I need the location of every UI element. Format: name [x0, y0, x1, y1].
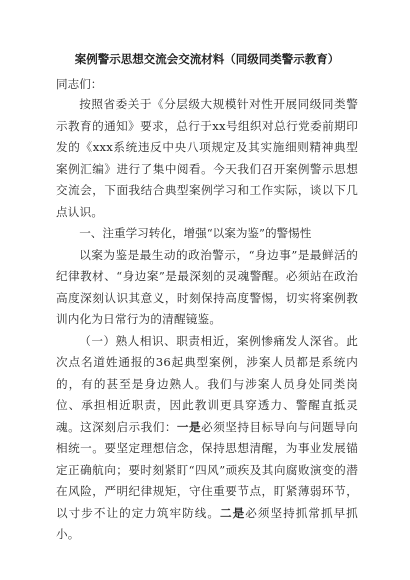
subsection-1-text-a: （一）熟人相识、职责相近，案例惨痛发人深省。此次点名道姓通报的36起典型案例，涉案人员都是系统内的，有的甚至是身边熟人。我们与涉案人员身处同类岗位、承担相近职责，因此教训更具穿透力、警醒直抵灵魂。这深刻启示我们： — [56, 333, 358, 434]
point-one-label: 一是 — [176, 419, 202, 434]
point-two-label: 二是 — [220, 505, 246, 520]
intro-paragraph: 按照省委关于《分层级大规模针对性开展同级同类警示教育的通知》要求，总行于xx号组织对总行党委前期印发的《xxx系统违反中央八项规定及其实施细则精神典型案例汇编》进行了集中阅看。今天我们召开案例警示思想交流会，下面我结合典型案例学习和工作实际，谈以下几点认识。 — [56, 97, 358, 219]
section-1-paragraph: 以案为鉴是最生动的政治警示，“身边事”是最鲜活的纪律教材、“身边案”是最深刻的灵魂警醒。必须站在政治高度深刻认识其意义，时刻保持高度警惕，切实将案例教训内化为日常行为的清醒镜鉴。 — [56, 247, 358, 326]
section-heading-1: 一、注重学习转化，增强“以案为鉴”的警惕性 — [79, 226, 312, 240]
subsection-1-paragraph — [56, 331, 358, 546]
salutation: 同志们： — [56, 77, 103, 91]
document-title: 案例警示思想交流会交流材料（同级同类警示教育） — [74, 52, 340, 66]
subsection-1-text-b: 必须坚持目标导向与问题导向相统一。要坚定理想信念，保持思想清醒，为事业发展锚定正确航向；要时刻紧盯“四风”顽疾及其向腐败演变的潜在风险，严明纪律规矩，守住重要节点，盯紧薄弱环节，以寸步不让的定力筑牢防线。 — [56, 419, 358, 520]
subsection-1-text-c: 必须坚持抓常抓早抓小。 — [56, 505, 358, 541]
